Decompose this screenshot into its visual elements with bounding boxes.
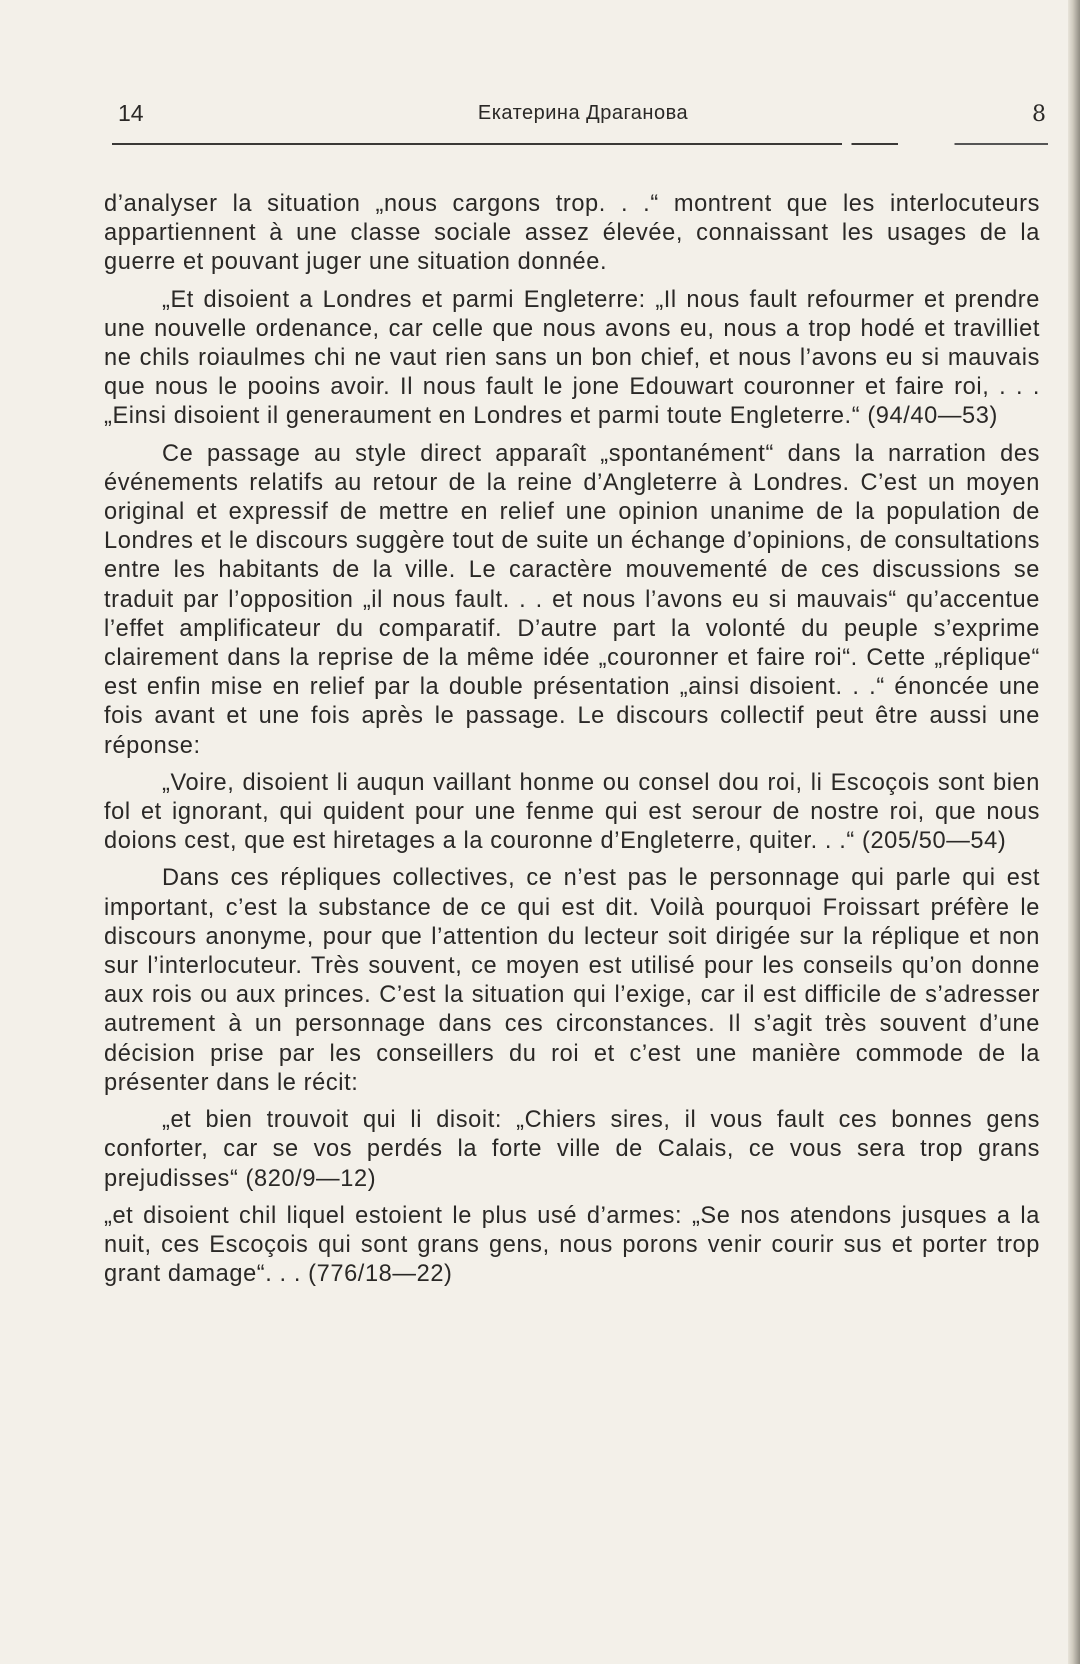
paragraph-3: Ce passage au style direct apparaît „spontanément“ dans la narration des événements relatifs au retour de la reine d’Angleterre à Londres. C’est un moyen original et expressif de mettre en relief une opinion unanime de la population de Londres et le discours suggère tout de suite un échange d’opinions, de consultations entre les habitants de la ville. Le caractère mouvementé de ces discussions se traduit par l’opposition „il nous fault. . . et nous l’avons eu si mauvais“ qu’accentue l’effet amplificateur du comparatif. D’autre part la volonté du peuple s’exprime clairement dans la reprise de la même idée „couronner et faire roi“. Cette „réplique“ est enfin mise en relief par la double présentation „ainsi disoient. . .“ énoncée une fois avant et une fois après le passage. Le discours collectif peut être aussi une réponse: bbox=[104, 440, 1040, 759]
signature-mark: 8 bbox=[1032, 102, 1046, 127]
paragraph-2-quote: „Et disoient a Londres et parmi Engleterre: „Il nous fault refourmer et prendre une nouvelle ordenance, car celle que nous avons eu, nous a trop hodé et travilliet ne chils roiaulmes chi ne vaut rien sans un bon chief, et nous l’avons eu si mauvais que nous le pooins avoir. Il nous fault le jone Edouwart couronner et faire roi, . . . „Einsi disoient il generaument en Londres et parmi toute Engleterre.“ (94/40—53) bbox=[104, 286, 1040, 430]
running-title: Екатерина Драганова bbox=[477, 102, 689, 124]
header-rule bbox=[112, 143, 1048, 145]
page-edge-shadow bbox=[1068, 0, 1080, 1664]
page-number: 14 bbox=[118, 100, 144, 126]
paragraph-5: Dans ces répliques collectives, ce n’est pas le personnage qui parle qui est important, c’est la substance de ce qui est dit. Voilà pourquoi Froissart préfère le discours anonyme, pour que l’attention du lecteur soit dirigée sur la réplique et non sur l’interlocuteur. Très souvent, ce moyen est utilisé pour les conseils qu’on donne aux rois ou aux princes. C’est la situation qui l’exige, car il est difficile de s’adresser autrement à un personnage dans ces circonstances. Il s’agit très souvent d’une décision prise par les conseillers du roi et c’est une manière commode de la présenter dans le récit: bbox=[104, 865, 1040, 1096]
body-text bbox=[104, 190, 1040, 1297]
paragraph-4-quote: „Voire, disoient li auqun vaillant honme ou consel dou roi, li Escoçois sont bien fol et ignorant, qui quident pour une fenme qui est serour de nostre roi, que nous doions cest, que est hiretages a la couronne d’Engleterre, quiter. . .“ (205/50—54) bbox=[104, 769, 1040, 855]
paragraph-7-quote: „et disoient chil liquel estoient le plus usé d’armes: „Se nos atendons jusques a la nuit, ces Escoçois qui sont grans gens, nous porons venir courir sus et porter trop grant damage“. . . (776/18—22) bbox=[104, 1202, 1040, 1288]
page-header bbox=[118, 100, 1048, 132]
paragraph-6-quote: „et bien trouvoit qui li disoit: „Chiers sires, il vous fault ces bonnes gens conforter, car se vos perdés la forte ville de Calais, ce vous sera trop grans prejudisses“ (820/9—12) bbox=[104, 1107, 1040, 1192]
paragraph-1: d’analyser la situation „nous cargons trop. . .“ montrent que les interlocuteurs appartiennent à une classe sociale assez élevée, connaissant les usages de la guerre et pouvant juger une situation donnée. bbox=[104, 191, 1040, 276]
